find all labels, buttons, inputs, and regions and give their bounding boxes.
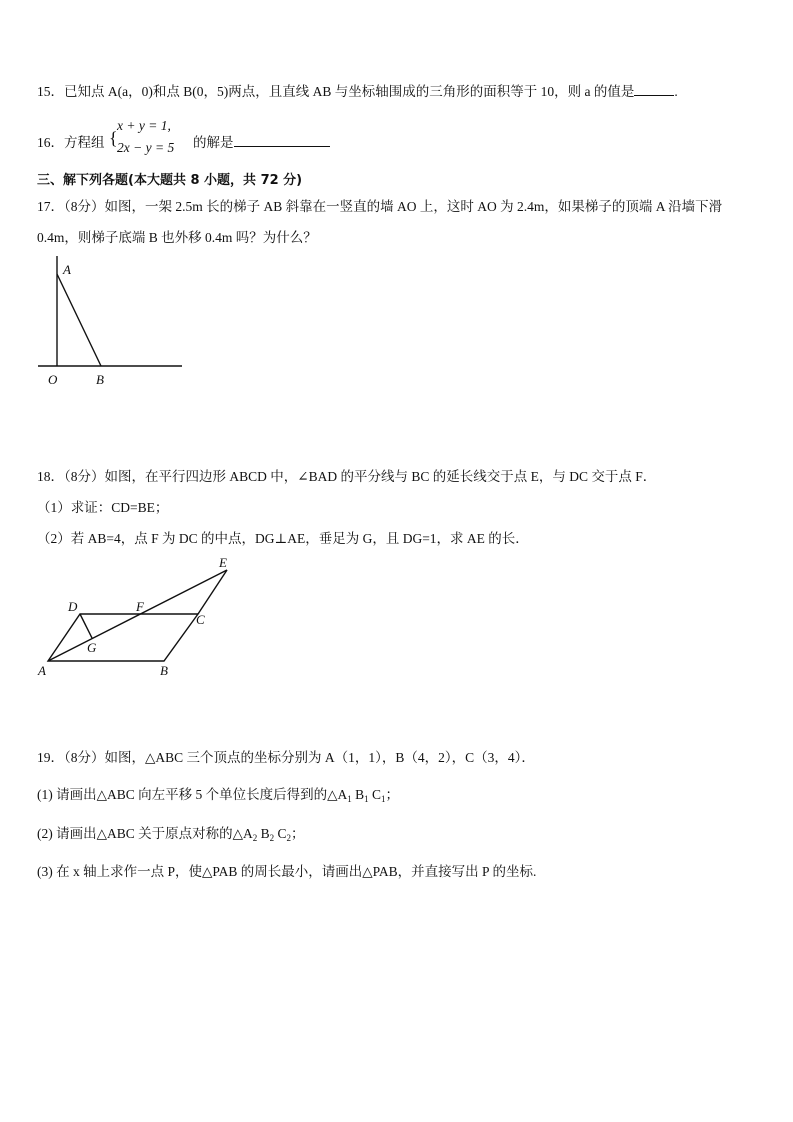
q19-part-1-sub-b: 1 [364, 794, 369, 804]
q19-part-2-end: ； [291, 826, 305, 841]
q19-part-2-text: (2) 请画出△ABC 关于原点对称的△A [37, 826, 253, 841]
q18-label-a: A [38, 663, 46, 678]
q16-equation-1: x + y = 1, [117, 118, 171, 133]
q19-part-1-end: ； [385, 787, 400, 802]
q19-part-1-sub-c: 1 [381, 794, 386, 804]
q16-brace: { [109, 128, 118, 148]
q19-line-1: 19．（8分）如图，△ABC 三个顶点的坐标分别为 A（1，1），B（4，2），C（3，4）． [37, 750, 535, 765]
q16-tail-text: 的解是 [193, 135, 234, 150]
q19-part-1 [37, 786, 399, 808]
q18-line-1: 18．（8分）如图，在平行四边形 ABCD 中，∠BAD 的平分线与 BC 的延长线交于点 E，与 DC 交于点 F． [37, 469, 657, 484]
q19-part-2-b: B [260, 826, 270, 841]
q18-segment-dg [80, 614, 92, 638]
q17-label-b: B [96, 372, 104, 387]
q18-label-b: B [160, 663, 168, 678]
q17-label-o: O [48, 372, 58, 387]
q18-part-2: （2）若 AB=4，点 F 为 DC 的中点，DG⊥AE，垂足为 G，且 DG=1，求 AE 的长． [37, 531, 529, 546]
q18-label-d: D [68, 599, 78, 614]
q18-parallelogram [48, 614, 198, 661]
q17-line-1: 17．（8分）如图，一架 2.5m 长的梯子 AB 斜靠在一竖直的墙 AO 上，这时 AO 为 2.4m，如果梯子的顶端 A 沿墙下滑 [37, 199, 723, 214]
section-3-title: 三、解下列各题(本大题共 8 小题，共 72 分) [37, 173, 303, 188]
q19-part-1-sub-a: 1 [347, 794, 352, 804]
q17-label-a: A [63, 262, 71, 277]
q18-part-1: （1）求证：CD=BE； [37, 500, 169, 515]
q19-part-2-c: C [277, 826, 287, 841]
q15-text: 15．已知点 A(a，0)和点 B(0，5)两点，且直线 AB 与坐标轴围成的三角形的面积等于 10，则 a 的值是 [37, 84, 635, 99]
q16-label: 16．方程组 [37, 135, 105, 150]
q18-label-f: F [136, 599, 144, 614]
q18-label-e: E [219, 555, 227, 570]
q19-part-2-sub-c: 2 [286, 833, 292, 843]
q19-part-2-sub-b: 2 [269, 833, 275, 843]
q18-label-c: C [196, 612, 205, 627]
q19-part-1-text: (1) 请画出△ABC 向左平移 5 个单位长度后得到的△A [37, 787, 348, 802]
q18-label-g: G [87, 640, 97, 655]
q19-part-3: (3) 在 x 轴上求作一点 P，使△PAB 的周长最小，请画出△PAB，并直接写出 P 的坐标. [37, 864, 537, 879]
q17-line-2: 0.4m，则梯子底端 B 也外移 0.4m 吗？为什么？ [37, 230, 317, 245]
q16-equation-2: 2x − y = 5 [117, 140, 175, 155]
q19-part-2-sub-a: 2 [252, 833, 258, 843]
q19-part-1-b: B [355, 787, 365, 802]
q19-part-2 [37, 825, 305, 847]
q19-part-1-c: C [372, 787, 382, 802]
q15-end: . [674, 84, 678, 99]
